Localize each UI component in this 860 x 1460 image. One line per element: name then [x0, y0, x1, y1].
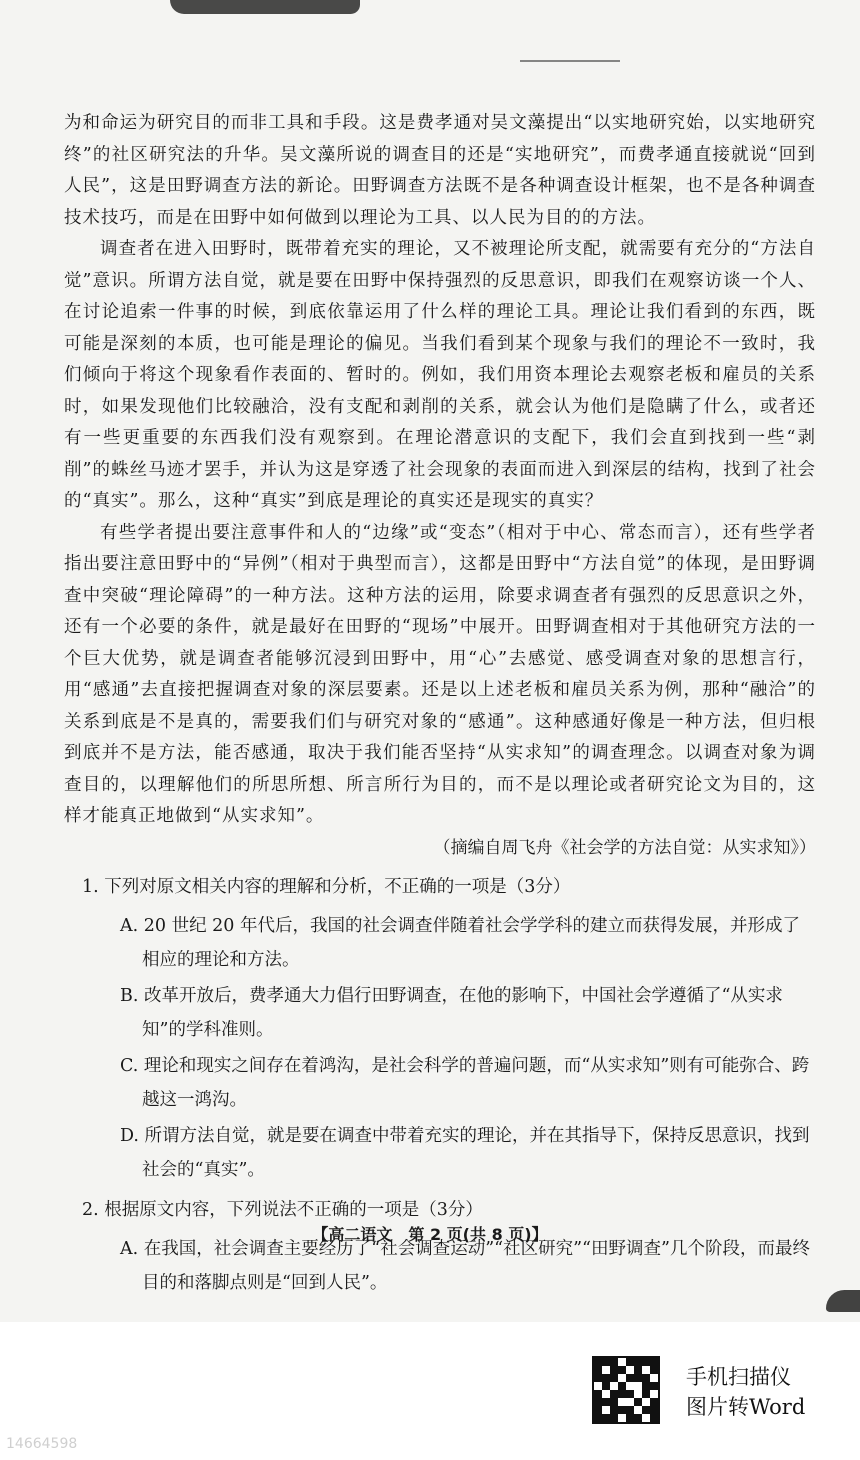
passage-paragraph-1: 为和命运为研究目的而非工具和手段。这是费孝通对吴文藻提出“以实地研究始，以实地研究终”的社区研究法的升华。吴文藻所说的调查目的还是“实地研究”，而费孝通直接就说“回到人民”，这是田野调查方法的新论。田野调查方法既不是各种调查设计框架，也不是各种调查技术技巧，而是在田野中如何做到以理论为工具、以人民为目的的方法。: [64, 113, 816, 228]
question-2: [64, 1195, 816, 1300]
page-footer: 【高二语文 第 2 页(共 8 页)】: [312, 1225, 548, 1244]
passage-paragraph-3: 有些学者提出要注意事件和人的“边缘”或“变态”（相对于中心、常态而言），还有些学者指出要注意田野中的“异例”（相对于典型而言），这都是田野中“方法自觉”的体现，是田野调查中突破“理论障碍”的一种方法。这种方法的运用，除要求调查者有强烈的反思意识之外，还有一个必要的条件，就是最好在田野的“现场”中展开。田野调查相对于其他研究方法的一个巨大优势，就是调查者能够沉浸到田野中，用“心”去感觉、感受调查对象的思想言行，用“感通”去直接把握调查对象的深层要素。还是以上述老板和雇员关系为例，那种“融洽”的关系到底是不是真的，需要我们们与研究对象的“感通”。这种感通好像是一种方法，但归根到底并不是方法，能否感通，取决于我们能否坚持“从实求知”的调查理念。以调查对象为调查目的，以理解他们的所思所想、所言所行为目的，而不是以理论或者研究论文为目的，这样才能真正地做到“从实求知”。: [64, 522, 816, 826]
question-1-option-d: D. 所谓方法自觉，就是要在调查中带着充实的理论，并在其指导下，保持反思意识，找到社会的“真实”。: [120, 1125, 810, 1180]
question-2-stem: 2. 根据原文内容，下列说法不正确的一项是（3分）: [82, 1199, 483, 1220]
watermark-id: 14664598: [6, 1436, 78, 1452]
brand-line-2: 图片转Word: [686, 1395, 806, 1419]
qr-code-icon[interactable]: [592, 1356, 660, 1424]
question-1-stem: 1. 下列对原文相关内容的理解和分析，不正确的一项是（3分）: [82, 876, 571, 897]
scan-smudge-top: [170, 0, 360, 14]
brand-text: [686, 1362, 805, 1422]
scan-mark-line: [520, 60, 620, 62]
question-2-option-a: A. 在我国，社会调查主要经历了“社会调查运动”“社区研究”“田野调查”几个阶段，而最终目的和落脚点则是“回到人民”。: [120, 1238, 810, 1293]
passage-paragraph-2: 调查者在进入田野时，既带着充实的理论，又不被理论所支配，就需要有充分的“方法自觉”意识。所谓方法自觉，就是要在田野中保持强烈的反思意识，即我们在观察访谈一个人、在讨论追索一件事的时候，到底依靠运用了什么样的理论工具。理论让我们看到的东西，既可能是深刻的本质，也可能是理论的偏见。当我们看到某个现象与我们的理论不一致时，我们倾向于将这个现象看作表面的、暂时的。例如，我们用资本理论去观察老板和雇员的关系时，如果发现他们比较融洽，没有支配和剥削的关系，就会认为他们是隐瞒了什么，或者还有一些更重要的东西我们没有观察到。在理论潜意识的支配下，我们会直到找到一些“剥削”的蛛丝马迹才罢手，并认为这是穿透了社会现象的表面而进入到深层的结构，找到了社会的“真实”。那么，这种“真实”到底是理论的真实还是现实的真实？: [64, 239, 816, 511]
question-1-option-a: A. 20 世纪 20 年代后，我国的社会调查伴随着社会学学科的建立而获得发展，并形成了相应的理论和方法。: [120, 915, 800, 970]
question-1: [64, 872, 816, 1187]
question-1-option-c: C. 理论和现实之间存在着鸿沟，是社会科学的普遍问题，而“从实求知”则有可能弥合、跨越这一鸿沟。: [120, 1055, 810, 1110]
brand-line-1: 手机扫描仪: [686, 1365, 791, 1389]
scan-smudge-corner: [826, 1290, 860, 1312]
question-1-option-b: B. 改革开放后，费孝通大力倡行田野调查，在他的影响下，中国社会学遵循了“从实求知”的学科准则。: [120, 985, 783, 1040]
passage-source: （摘编自周飞舟《社会学的方法自觉：从实求知》）: [433, 837, 816, 858]
exam-page: [64, 108, 816, 1302]
